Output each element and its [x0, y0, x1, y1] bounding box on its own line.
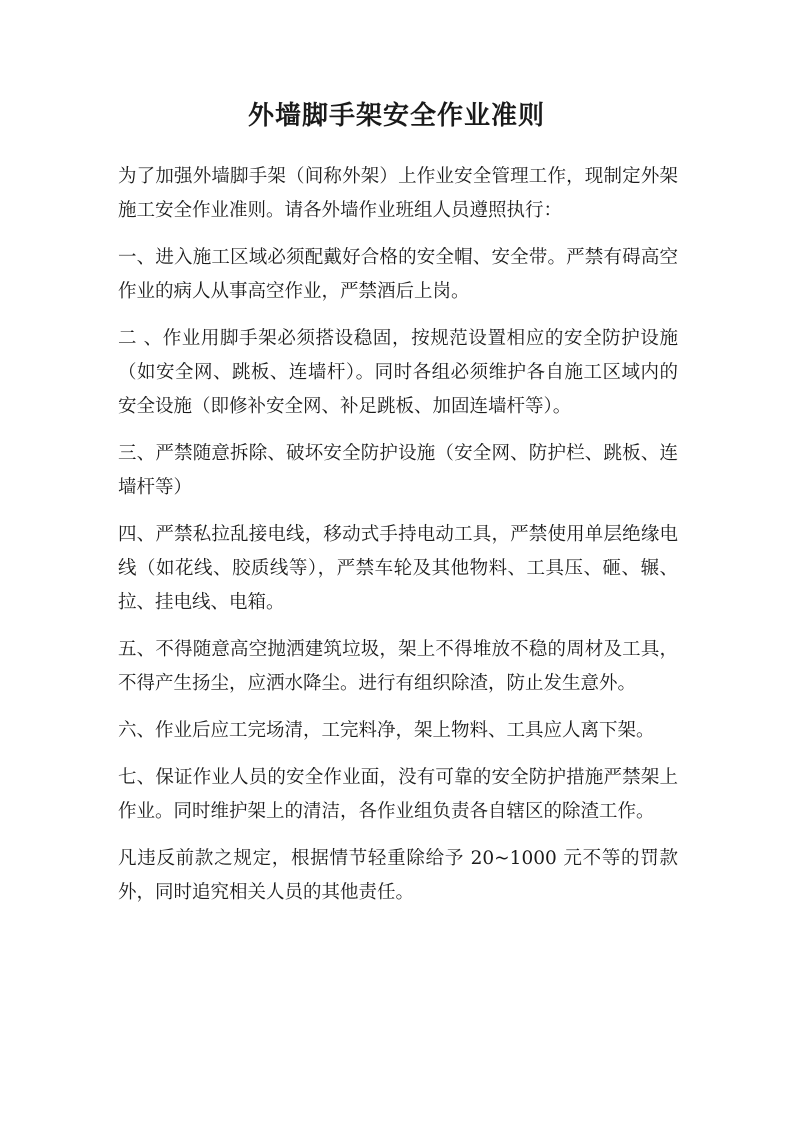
penalty-paragraph: 凡违反前款之规定，根据情节轻重除给予 20~1000 元不等的罚款外，同时追究相关人员的其他责任。 [118, 848, 678, 903]
rule-1-paragraph: 一、进入施工区域必须配戴好合格的安全帽、安全带。严禁有碍高空作业的病人从事高空作业，严禁酒后上岗。 [118, 247, 678, 302]
rule-5-paragraph: 五、不得随意高空抛洒建筑垃圾，架上不得堆放不稳的周材及工具，不得产生扬尘，应洒水降尘。进行有组织除渣，防止发生意外。 [118, 639, 678, 694]
rule-7-paragraph: 七、保证作业人员的安全作业面，没有可靠的安全防护措施严禁架上作业。同时维护架上的清洁，各作业组负责各自辖区的除渣工作。 [118, 767, 678, 822]
rule-2-paragraph: 二 、作业用脚手架必须搭设稳固，按规范设置相应的安全防护设施（如安全网、跳板、连墙杆）。同时各组必须维护各自施工区域内的安全设施（即修补安全网、补足跳板、加固连墙杆等）。 [118, 328, 678, 417]
intro-paragraph: 为了加强外墙脚手架（间称外架）上作业安全管理工作，现制定外架施工安全作业准则。请各外墙作业班组人员遵照执行： [118, 166, 678, 221]
rule-4-paragraph: 四、严禁私拉乱接电线，移动式手持电动工具，严禁使用单层绝缘电线（如花线、胶质线等），严禁车轮及其他物料、工具压、砸、辗、拉、挂电线、电箱。 [118, 524, 678, 613]
rule-6-paragraph: 六、作业后应工完场清，工完料净，架上物料、工具应人离下架。 [118, 720, 655, 741]
document-body [118, 160, 678, 923]
document-title: 外墙脚手架安全作业准则 [247, 101, 545, 131]
rule-3-paragraph: 三、严禁随意拆除、破坏安全防护设施（安全网、防护栏、跳板、连墙杆等） [118, 443, 678, 498]
